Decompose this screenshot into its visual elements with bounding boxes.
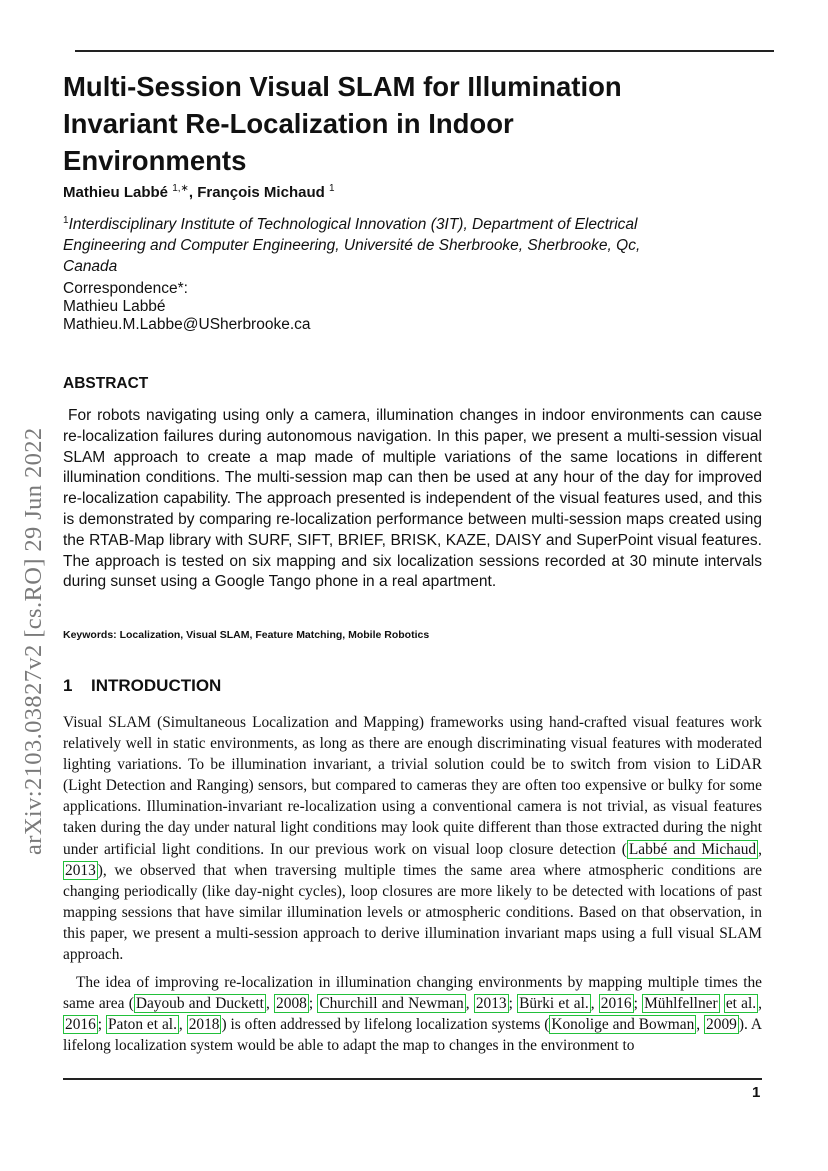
affiliation-marker: 1 (328, 183, 335, 194)
citation-link[interactable]: 2013 (475, 995, 507, 1013)
keywords: Keywords: Localization, Visual SLAM, Feature Matching, Mobile Robotics (63, 629, 430, 641)
body-paragraph (63, 712, 762, 965)
punctuation: , (758, 995, 762, 1013)
citation-link[interactable]: Labbé and Michaud (628, 840, 757, 858)
paragraph-text: ), we observed that when traversing multiple times the same area where atmospheric conditions are changing periodically (like day-night cycles), loop closures are more likely to be detected with locations of past mapping sessions that have similar illumination levels or atmospheric conditions. Based on that observation, in this paper, we present a multi-session approach to derive illumination invariant maps using a full visual SLAM approach. (63, 861, 762, 964)
footer-rule (63, 1078, 762, 1080)
citation-link[interactable]: Bürki et al. (519, 995, 589, 1013)
citation-link[interactable]: 2016 (65, 1016, 96, 1034)
punctuation: ; (308, 995, 318, 1013)
paragraph-text: , (758, 840, 762, 858)
page-number: 1 (752, 1084, 761, 1101)
author-name: Mathieu Labbé (63, 184, 169, 201)
paragraph-text: ) is often addressed by lifelong localization systems ( (221, 1016, 550, 1034)
body-paragraph (63, 972, 762, 1056)
correspondence-label: Correspondence*: (63, 280, 188, 297)
paragraph-text: The idea of improving re-localization in illumination changing environments by mapping multiple times the same area ( (63, 974, 762, 1013)
punctuation: , (465, 995, 474, 1013)
abstract-heading: ABSTRACT (63, 375, 149, 392)
punctuation: , (590, 995, 599, 1013)
punctuation: , (696, 1016, 705, 1034)
affiliation-marker: 1 (63, 215, 69, 226)
citation-link[interactable]: Dayoub and Duckett (135, 995, 264, 1013)
abstract-text: For robots navigating using only a camera, illumination changes in indoor environments can cause re-localization failures during autonomous navigation. In this paper, we present a multi-session visual SLAM approach to create a map made of multiple variations of the same locations in different illumination conditions. The multi-session map can then be used at any hour of the day for improved re-localization capability. The approach presented is independent of the visual features used, and this is demonstrated by comparing re-localization performance between multi-session maps created using the RTAB-Map library with SURF, SIFT, BRIEF, BRISK, KAZE, DAISY and SuperPoint visual features. The approach is tested on six mapping and six localization sessions recorded at 30 minute intervals during sunset using a Google Tango phone in a real apartment. (63, 407, 762, 591)
author-list (63, 183, 335, 201)
punctuation: ; (97, 1016, 106, 1034)
affiliation-text: Interdisciplinary Institute of Technological Innovation (3IT), Department of Electrical Engineering and Computer Engineering, Université de Sherbrooke, Sherbrooke, Qc, Canada (63, 216, 641, 275)
paragraph-text: Visual SLAM (Simultaneous Localization and Mapping) frameworks using hand-crafted visual features work relatively well in static environments, as long as there are enough discriminating visual features with moderated lighting variations. To be illumination invariant, a trivial solution could be to switch from vision to LiDAR (Light Detection and Ranging) sensors, but compared to cameras they are often too expensive or bulky for some applications. Illumination-invariant re-localization using a conventional camera is not trivial, as visual features taken during the day under natural light conditions may look quite different than those extracted during the night under artificial light conditions. In our previous work on visual loop closure detection ( (63, 714, 762, 858)
citation-link[interactable]: Paton et al. (107, 1016, 177, 1034)
author-separator: , (188, 184, 198, 201)
correspondence-name: Mathieu Labbé (63, 298, 166, 315)
section-number: 1 (63, 676, 73, 695)
correspondence-email[interactable]: Mathieu.M.Labbe@USherbrooke.ca (63, 316, 311, 333)
correspondence-block (63, 280, 311, 334)
citation-link[interactable]: 2009 (706, 1016, 737, 1034)
punctuation: ; (633, 995, 643, 1013)
section-title: INTRODUCTION (91, 676, 222, 695)
header-rule (75, 50, 774, 52)
section-heading-introduction (63, 676, 221, 696)
citation-link[interactable]: 2013 (65, 861, 96, 879)
arxiv-stamp: arXiv:2103.03827v2 [cs.RO] 29 Jun 2022 (20, 427, 47, 855)
paper-title: Multi-Session Visual SLAM for Illumination Invariant Re-Localization in Indoor Environments (63, 71, 622, 176)
punctuation: ; (508, 995, 518, 1013)
citation-link[interactable]: Konolige and Bowman (551, 1016, 695, 1034)
affiliation-marker: 1,∗ (172, 183, 189, 194)
punctuation: , (178, 1016, 187, 1034)
citation-link[interactable]: et al. (725, 995, 757, 1013)
author-name: François Michaud (197, 184, 325, 201)
citation-link[interactable]: 2016 (600, 995, 632, 1013)
citation-link[interactable]: 2018 (188, 1016, 220, 1034)
paragraph-text: ). A lifelong localization system would be able to adapt the map to changes in the environment to (63, 1016, 762, 1055)
citation-link[interactable]: 2008 (276, 995, 307, 1013)
citation-link[interactable]: Churchill and Newman (319, 995, 464, 1013)
citation-link[interactable]: Mühlfellner (644, 995, 718, 1013)
affiliation (63, 210, 663, 277)
punctuation: , (265, 995, 275, 1013)
